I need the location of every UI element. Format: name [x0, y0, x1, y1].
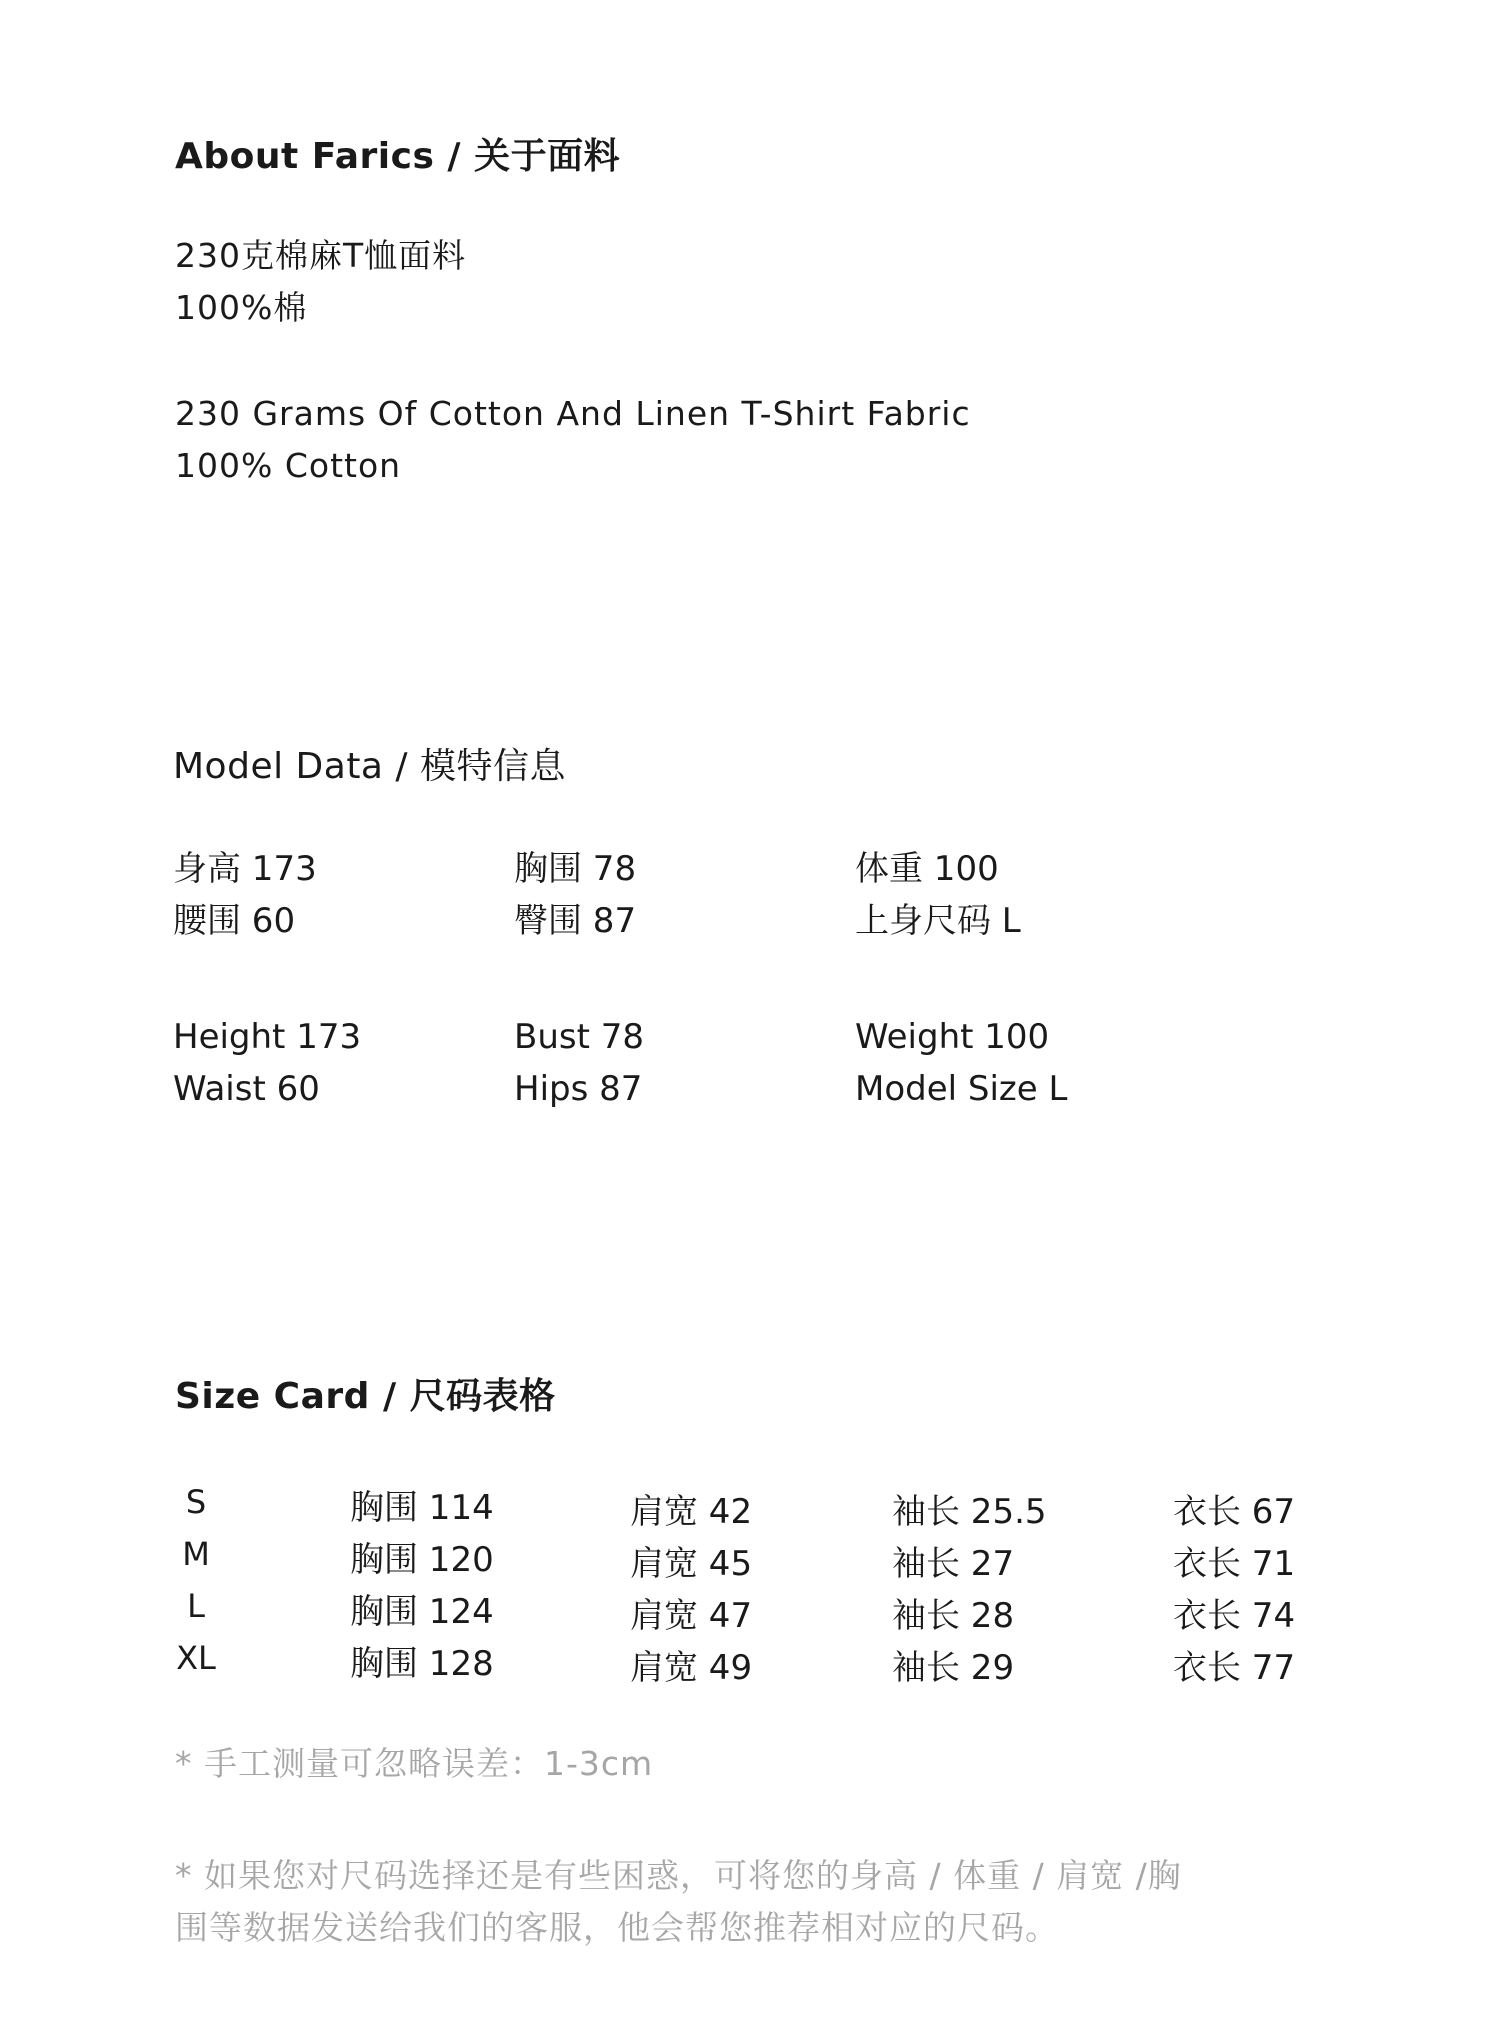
fabric-line-en-1: 230 Grams Of Cotton And Linen T-Shirt Fabric — [175, 394, 971, 433]
model-waist-en: Waist 60 — [173, 1069, 320, 1109]
size-l-shoulder: 肩宽 47 — [630, 1596, 753, 1636]
size-card-heading: Size Card / 尺码表格 — [175, 1376, 556, 1417]
size-s-shoulder: 肩宽 42 — [630, 1492, 753, 1532]
size-m-chest: 胸围 120 — [350, 1540, 494, 1580]
fabric-heading: About Farics / 关于面料 — [175, 136, 621, 177]
model-height-cn: 身高 173 — [173, 849, 317, 889]
size-s-length: 衣长 67 — [1173, 1492, 1296, 1532]
size-l-length: 衣长 74 — [1173, 1596, 1296, 1636]
fabric-line-en-2: 100% Cotton — [175, 446, 402, 485]
advice-note-line-2: 围等数据发送给我们的客服，他会帮您推荐相对应的尺码。 — [175, 1908, 1059, 1947]
fabric-line-cn-2: 100%棉 — [175, 288, 308, 327]
model-hips-cn: 臀围 87 — [514, 901, 637, 941]
size-xl-shoulder: 肩宽 49 — [630, 1648, 753, 1688]
size-xl-chest: 胸围 128 — [350, 1644, 494, 1684]
model-height-en: Height 173 — [173, 1017, 362, 1057]
size-m-shoulder: 肩宽 45 — [630, 1544, 753, 1584]
model-weight-cn: 体重 100 — [855, 849, 999, 889]
size-xl-length: 衣长 77 — [1173, 1648, 1296, 1688]
advice-note-line-1: * 如果您对尺码选择还是有些困惑，可将您的身高 / 体重 / 肩宽 /胸 — [175, 1856, 1182, 1895]
model-size-cn: 上身尺码 L — [855, 901, 1021, 941]
size-m-sleeve: 袖长 27 — [892, 1544, 1015, 1584]
model-bust-en: Bust 78 — [514, 1017, 644, 1057]
model-weight-en: Weight 100 — [855, 1017, 1050, 1057]
fabric-line-cn-1: 230克棉麻T恤面料 — [175, 236, 467, 275]
size-s-sleeve: 袖长 25.5 — [892, 1492, 1047, 1532]
size-s-chest: 胸围 114 — [350, 1488, 494, 1528]
size-label-m: M — [182, 1535, 210, 1573]
size-label-l: L — [187, 1587, 205, 1625]
model-bust-cn: 胸围 78 — [514, 849, 637, 889]
measurement-note: * 手工测量可忽略误差：1-3cm — [175, 1744, 654, 1783]
size-label-s: S — [185, 1483, 207, 1521]
model-hips-en: Hips 87 — [514, 1069, 643, 1109]
size-l-chest: 胸围 124 — [350, 1592, 494, 1632]
model-heading: Model Data / 模特信息 — [173, 746, 567, 787]
model-waist-cn: 腰围 60 — [173, 901, 296, 941]
size-xl-sleeve: 袖长 29 — [892, 1648, 1015, 1688]
model-size-en: Model Size L — [855, 1069, 1068, 1109]
size-m-length: 衣长 71 — [1173, 1544, 1296, 1584]
size-l-sleeve: 袖长 28 — [892, 1596, 1015, 1636]
size-label-xl: XL — [176, 1639, 216, 1677]
